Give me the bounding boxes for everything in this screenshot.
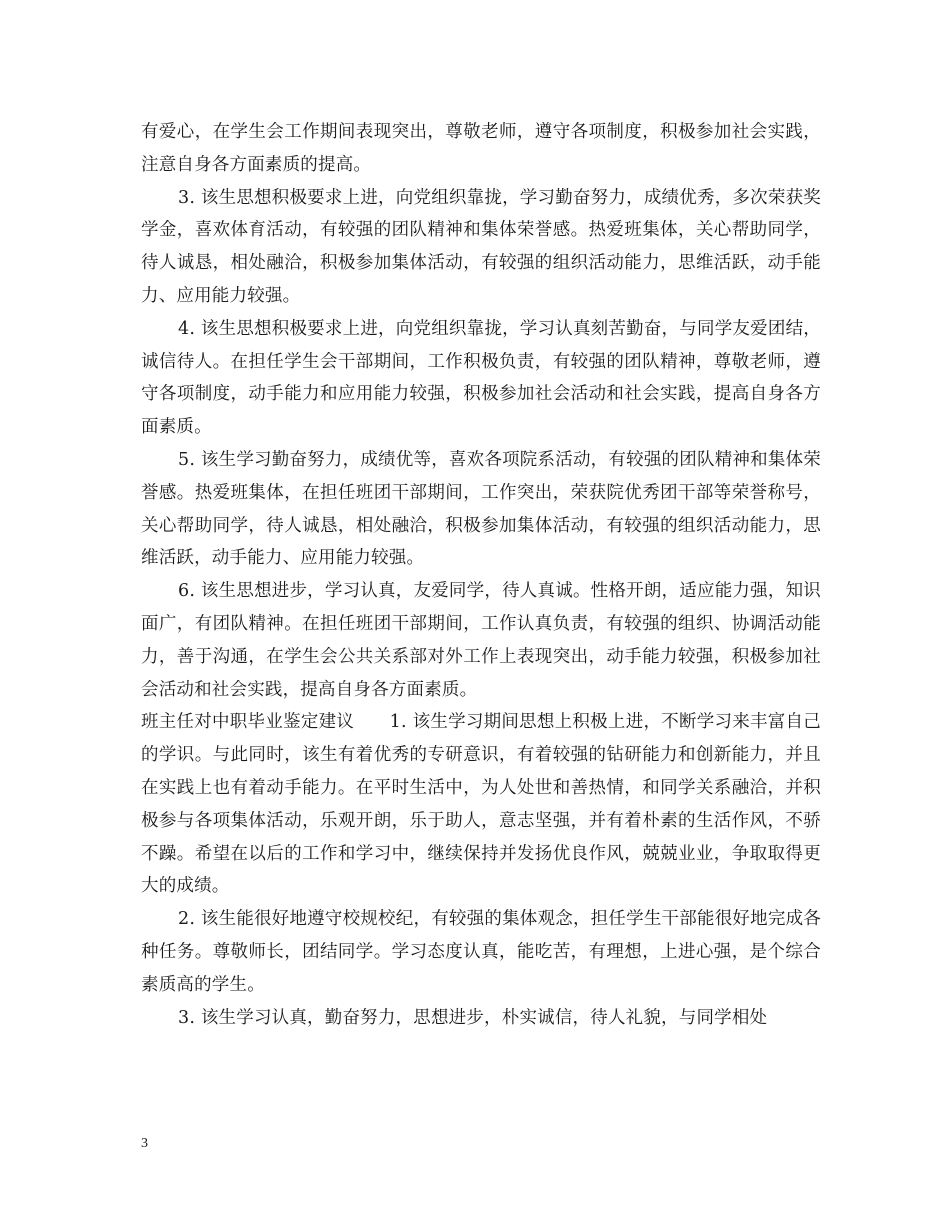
document-body [141, 116, 821, 1034]
paragraph-section-item-3: 3. 该生学习认真，勤奋努力，思想进步，朴实诚信，待人礼貌，与同学相处 [178, 1007, 768, 1028]
page-number: 3 [141, 1136, 148, 1151]
paragraph-item-4: 4. 该生思想积极要求上进，向党组织靠拢，学习认真刻苦勤奋，与同学友爱团结，诚信待人。在担任学生会干部期间，工作积极负责，有较强的团队精神，尊敬老师，遵守各项制度，动手能力和应用能力较强，积极参加社会活动和社会实践，提高自身各方面素质。 [141, 318, 821, 438]
paragraph-item-3: 3. 该生思想积极要求上进，向党组织靠拢，学习勤奋努力，成绩优秀，多次荣获奖学金，喜欢体育活动，有较强的团队精神和集体荣誉感。热爱班集体，关心帮助同学，待人诚恳，相处融洽，积极参加集体活动，有较强的组织活动能力，思维活跃，动手能力、应用能力较强。 [141, 187, 821, 306]
paragraph-section-heading-item-1: 班主任对中职毕业鉴定建议 1. 该生学习期间思想上积极上进，不断学习来丰富自己的学识。与此同时，该生有着优秀的专研意识，有着较强的钻研能力和创新能力，并且在实践上也有着动手能力。在平时生活中，为人处世和善热情，和同学关系融洽，并积极参与各项集体活动，乐观开朗，乐于助人，意志坚强，并有着朴素的生活作风，不骄不躁。希望在以后的工作和学习中，继续保持并发扬优良作风，兢兢业业，争取取得更大的成绩。 [141, 712, 821, 897]
paragraph-continuation: 有爱心，在学生会工作期间表现突出，尊敬老师，遵守各项制度，积极参加社会实践，注意自身各方面素质的提高。 [141, 122, 821, 175]
paragraph-item-6: 6. 该生思想进步，学习认真，友爱同学，待人真诚。性格开朗，适应能力强，知识面广，有团队精神。在担任班团干部期间，工作认真负责，有较强的组织、协调活动能力，善于沟通，在学生会公共关系部对外工作上表现突出，动手能力较强，积极参加社会活动和社会实践，提高自身各方面素质。 [141, 581, 821, 700]
paragraph-item-5: 5. 该生学习勤奋努力，成绩优等，喜欢各项院系活动，有较强的团队精神和集体荣誉感。热爱班集体，在担任班团干部期间，工作突出，荣获院优秀团干部等荣誉称号，关心帮助同学，待人诚恳，相处融洽，积极参加集体活动，有较强的组织活动能力，思维活跃，动手能力、应用能力较强。 [141, 449, 821, 569]
paragraph-section-item-2: 2. 该生能很好地遵守校规校纪，有较强的集体观念，担任学生干部能很好地完成各种任务。尊敬师长，团结同学。学习态度认真，能吃苦，有理想，上进心强，是个综合素质高的学生。 [141, 909, 821, 995]
